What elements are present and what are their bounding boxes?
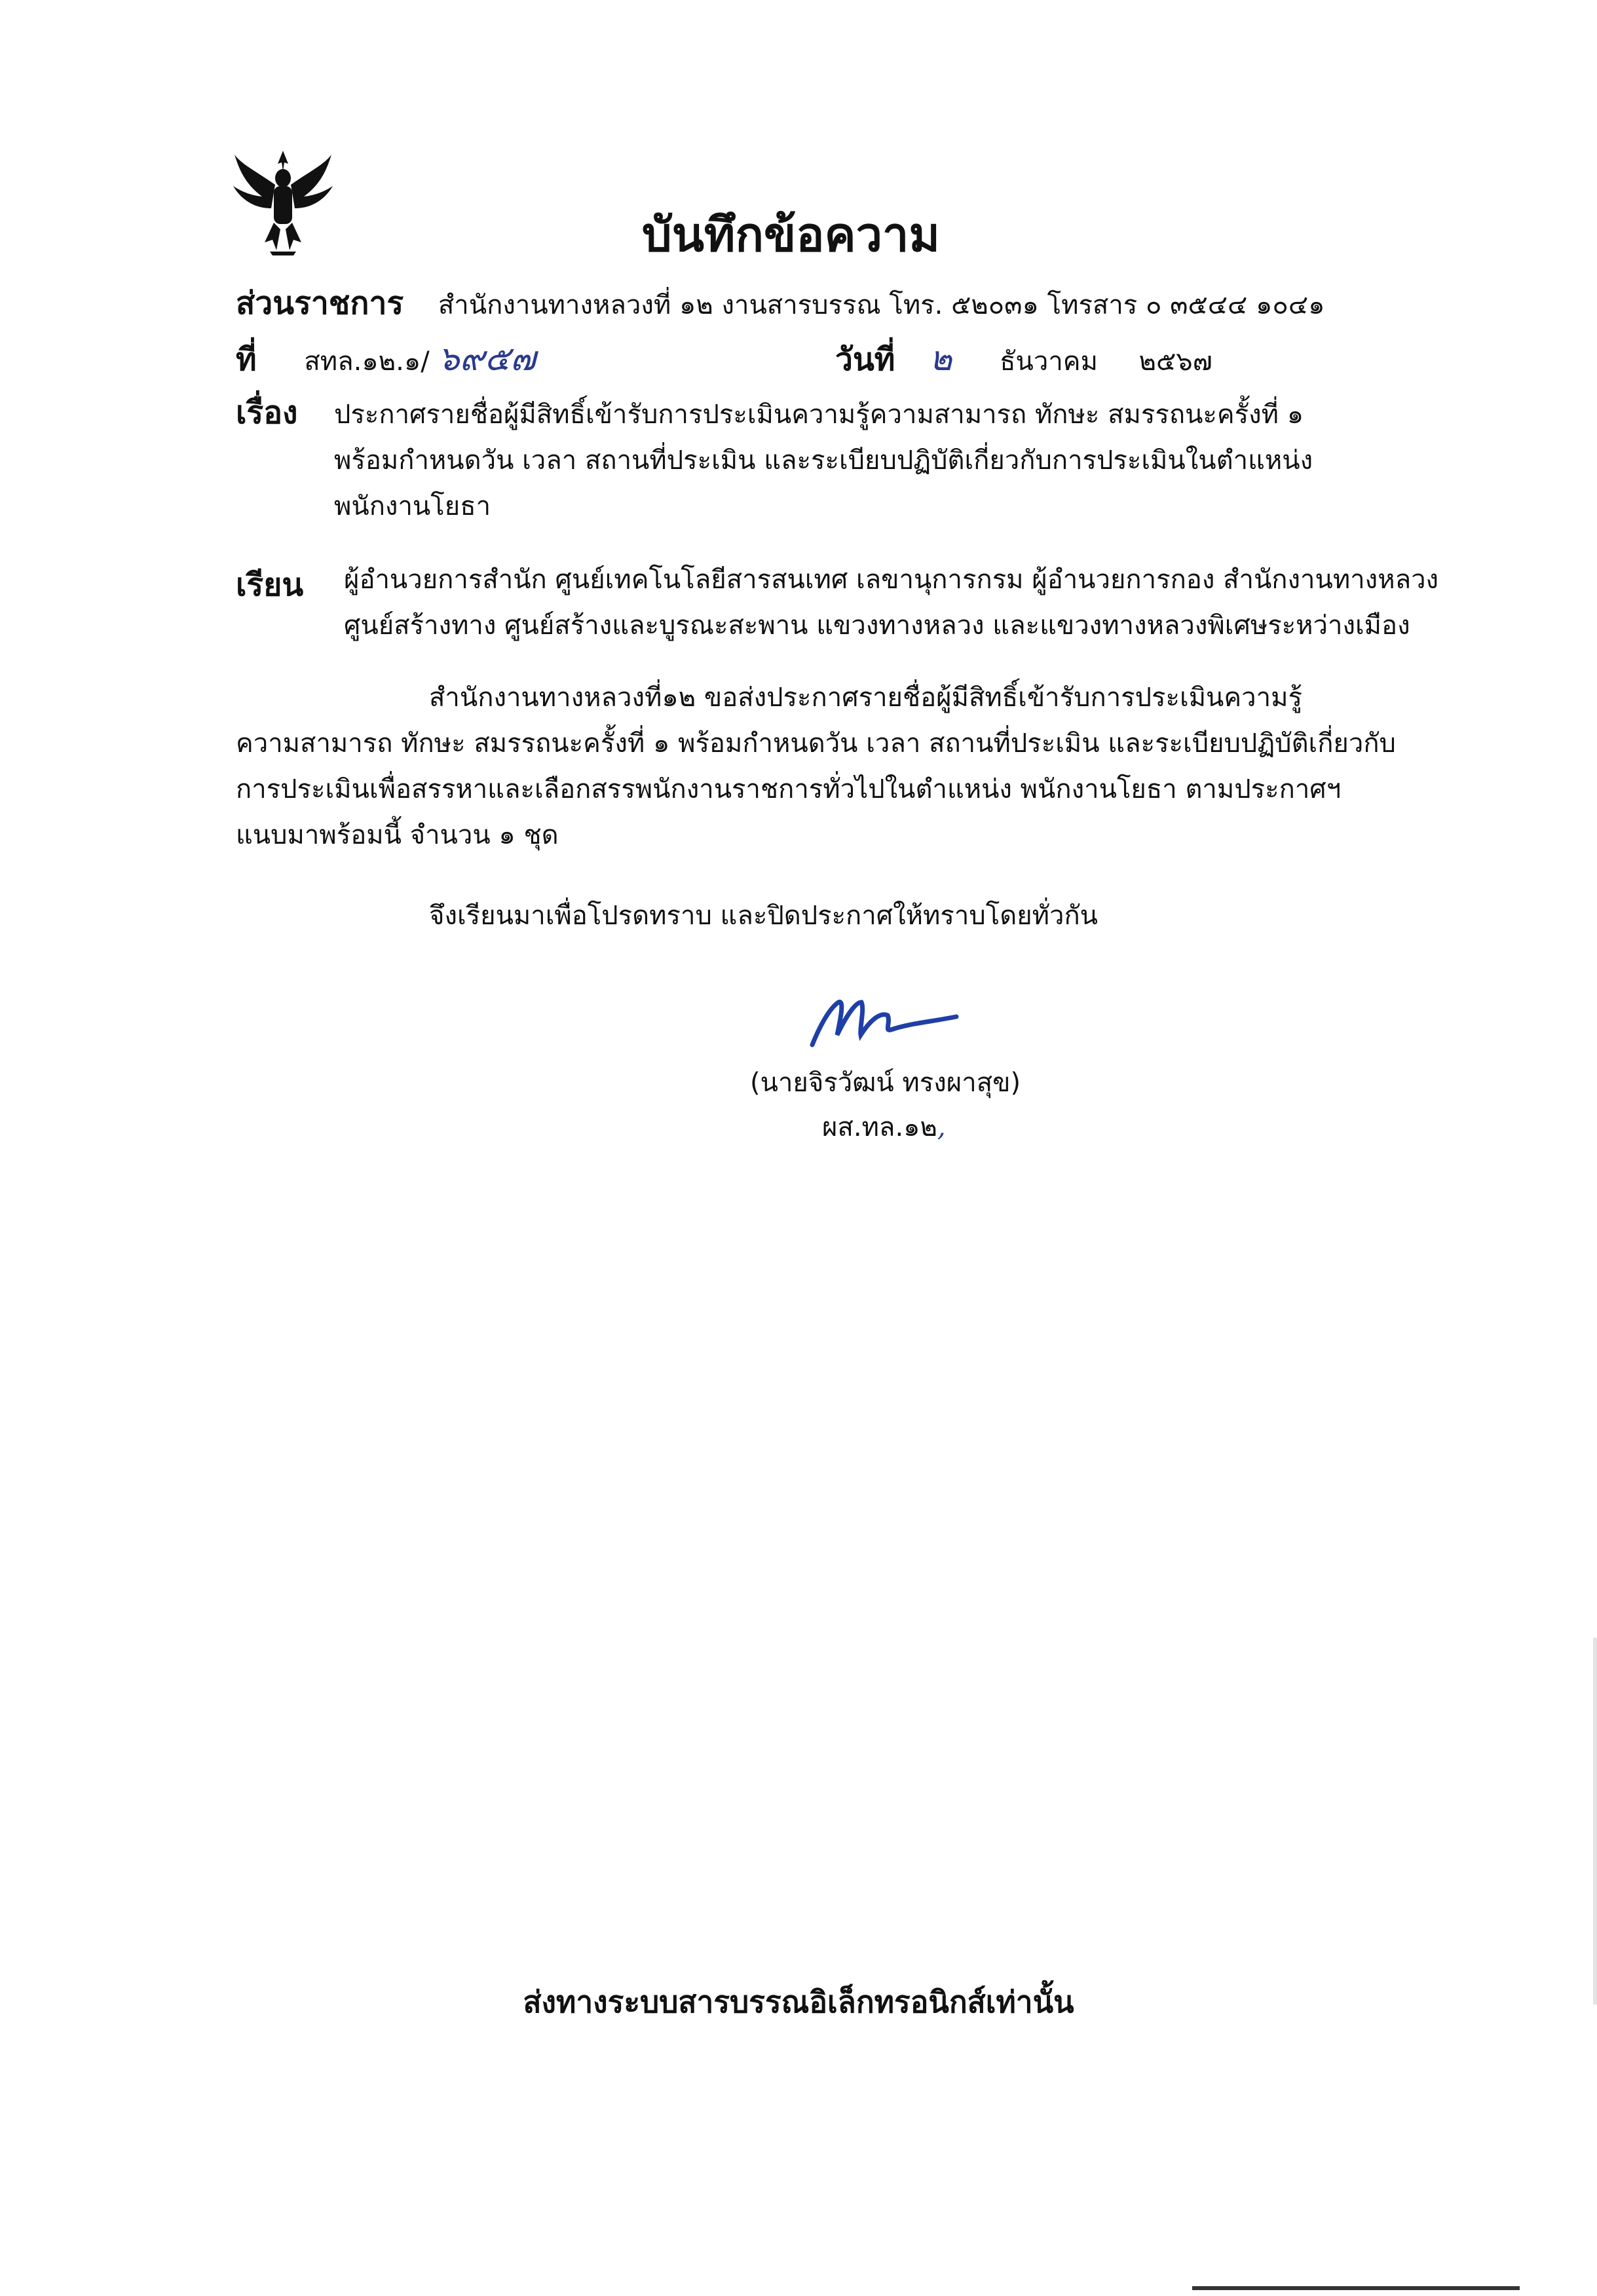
- agency-value: สำนักงานทางหลวงที่ ๑๒ งานสารบรรณ โทร. ๕๒๐๓๑ โทรสาร ๐ ๓๕๔๔ ๑๐๔๑: [438, 290, 1325, 320]
- subject-line: ประกาศรายชื่อผู้มีสิทธิ์เข้ารับการประเมินความรู้ความสามารถ ทักษะ สมรรถนะครั้งที่ ๑: [334, 400, 1304, 430]
- date-year: ๒๕๖๗: [1138, 347, 1212, 377]
- to-label: [236, 560, 303, 610]
- body-paragraph: [236, 675, 1467, 858]
- subject-label: [236, 388, 297, 438]
- recipient-line: ผู้อำนวยการสำนัก ศูนย์เทคโนโลยีสารสนเทศ เลขานุการกรม ผู้อำนวยการกอง สำนักงานทางหลวง: [344, 565, 1439, 595]
- body-line: ความสามารถ ทักษะ สมรรถนะครั้งที่ ๑ พร้อมกำหนดวัน เวลา สถานที่ประเมิน และระเบียบปฏิบัติเกี่ยวกับ: [236, 728, 1396, 759]
- subject-text: [334, 392, 1313, 529]
- date-day-handwritten: ๒: [930, 339, 952, 379]
- memo-title: บันทึกข้อความ: [642, 207, 940, 262]
- date-label: วันที่: [835, 341, 895, 378]
- closing-text: จึงเรียนมาเพื่อโปรดทราบ และปิดประกาศให้ทราบโดยทั่วกัน: [429, 901, 1099, 931]
- agency-label: ส่วนราชการ: [236, 285, 404, 322]
- date-row: [835, 331, 1212, 385]
- subject-line: พร้อมกำหนดวัน เวลา สถานที่ประเมิน และระเบียบปฏิบัติเกี่ยวกับการประเมินในตำแหน่ง: [334, 445, 1313, 476]
- reference-label: ที่: [236, 341, 257, 378]
- garuda-emblem: [231, 145, 335, 257]
- reference-prefix: สทล.๑๒.๑/: [304, 347, 430, 377]
- date-month: ธันวาคม: [1000, 347, 1098, 377]
- footer-note: ส่งทางระบบสารบรรณอิเล็กทรอนิกส์เท่านั้น: [523, 1984, 1074, 2020]
- body-line: การประเมินเพื่อสรรหาและเลือกสรรพนักงานราชการทั่วไปในตำแหน่ง พนักงานโยธา ตามประกาศฯ: [236, 774, 1342, 804]
- to-label-text: เรียน: [236, 567, 304, 603]
- recipient-line: ศูนย์สร้างทาง ศูนย์สร้างและบูรณะสะพาน แขวงทางหลวง และแขวงทางหลวงพิเศษระหว่างเมือง: [344, 611, 1410, 641]
- reference-row: [236, 331, 536, 385]
- subject-label-text: เรื่อง: [236, 394, 298, 431]
- signer-title: ผส.ทล.๑๒,: [822, 1112, 946, 1142]
- subject-line: พนักงานโยธา: [334, 491, 491, 521]
- signer-name: (นายจิรวัฒน์ ทรงผาสุข): [750, 1068, 1021, 1098]
- scan-edge: [1593, 1638, 1597, 2004]
- signature: [799, 983, 969, 1055]
- scan-bottom-edge: [1192, 2286, 1520, 2290]
- reference-number-handwritten: ๖๙๕๗: [438, 339, 536, 379]
- signer-title-text: ผส.ทล.๑๒: [822, 1112, 937, 1142]
- to-text: [344, 557, 1438, 649]
- agency-row: [236, 278, 1325, 328]
- body-line: สำนักงานทางหลวงที่๑๒ ขอส่งประกาศรายชื่อผู้มีสิทธิ์เข้ารับการประเมินความรู้: [429, 683, 1302, 713]
- body-line: แนบมาพร้อมนี้ จำนวน ๑ ชุด: [236, 820, 559, 850]
